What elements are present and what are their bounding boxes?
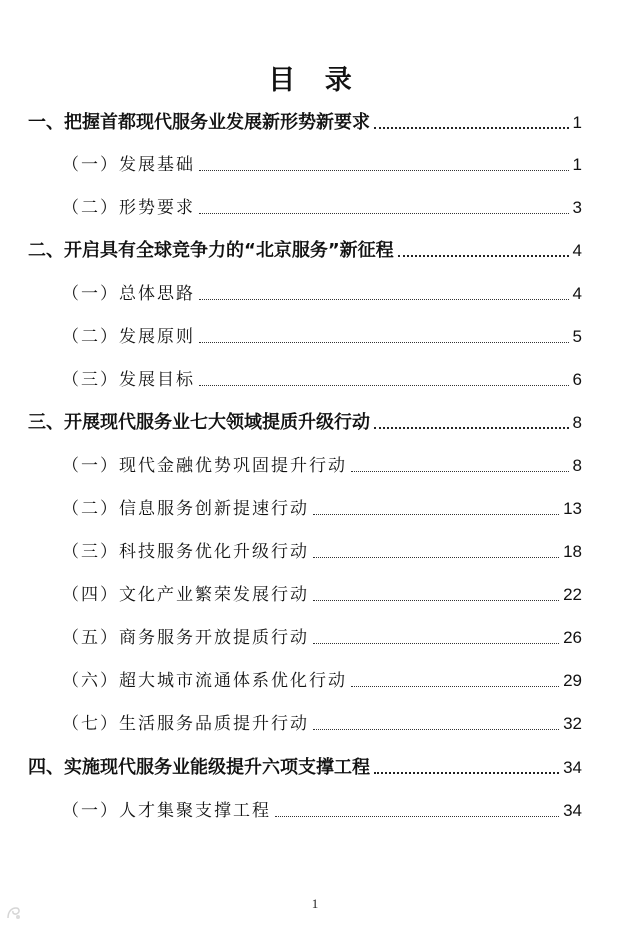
toc-chapter-entry[interactable] bbox=[28, 238, 582, 264]
toc-dot-leader bbox=[313, 513, 559, 515]
toc-dot-leader bbox=[313, 599, 559, 601]
toc-entry-page-number: 26 bbox=[563, 628, 582, 647]
toc-dot-leader bbox=[313, 642, 559, 644]
toc-entry-label: （三）发展目标 bbox=[62, 370, 195, 390]
toc-entry-label: （四）文化产业繁荣发展行动 bbox=[62, 585, 309, 605]
toc-dot-leader bbox=[313, 728, 559, 730]
toc-entry-page-number: 22 bbox=[563, 585, 582, 604]
toc-entry-label: （五）商务服务开放提质行动 bbox=[62, 628, 309, 648]
toc-entry-page-number: 13 bbox=[563, 499, 582, 518]
toc-entry-page-number: 3 bbox=[572, 198, 582, 217]
toc-section-entry[interactable] bbox=[62, 324, 582, 350]
footer-page-number: 1 bbox=[311, 896, 319, 911]
toc-chapter-entry[interactable] bbox=[28, 110, 582, 136]
toc-entry-page-number: 18 bbox=[563, 542, 582, 561]
toc-entry-label: （一）总体思路 bbox=[62, 284, 195, 304]
toc-entry-label: （一）现代金融优势巩固提升行动 bbox=[62, 456, 347, 476]
toc-dot-leader bbox=[199, 384, 569, 386]
toc-dot-leader bbox=[374, 426, 569, 429]
toc-entry-page-number: 34 bbox=[563, 801, 582, 820]
toc-section-entry[interactable] bbox=[62, 281, 582, 307]
toc-dot-leader bbox=[351, 470, 569, 472]
toc-dot-leader bbox=[199, 298, 569, 300]
toc-dot-leader bbox=[199, 341, 569, 343]
toc-entry-label: （一）人才集聚支撑工程 bbox=[62, 801, 271, 821]
toc-entry-page-number: 32 bbox=[563, 714, 582, 733]
toc-section-entry[interactable] bbox=[62, 367, 582, 393]
toc-entry-page-number: 8 bbox=[572, 456, 582, 475]
toc-entry-label: 二、开启具有全球竞争力的“北京服务”新征程 bbox=[28, 240, 394, 261]
toc-entry-page-number: 1 bbox=[572, 155, 582, 174]
toc-entry-page-number: 1 bbox=[572, 113, 582, 132]
toc-section-entry[interactable] bbox=[62, 711, 582, 737]
toc-dot-leader bbox=[374, 126, 569, 129]
toc-entry-label: （七）生活服务品质提升行动 bbox=[62, 714, 309, 734]
toc-dot-leader bbox=[199, 212, 569, 214]
toc-dot-leader bbox=[313, 556, 559, 558]
toc-entry-label: 一、把握首都现代服务业发展新形势新要求 bbox=[28, 112, 370, 133]
toc-entry-page-number: 4 bbox=[572, 284, 582, 303]
toc-entry-page-number: 4 bbox=[572, 241, 582, 260]
toc-entry-label: （一）发展基础 bbox=[62, 155, 195, 175]
toc-entry-page-number: 6 bbox=[572, 370, 582, 389]
toc-entry-label: （三）科技服务优化升级行动 bbox=[62, 542, 309, 562]
toc-dot-leader bbox=[351, 685, 559, 687]
toc-chapter-entry[interactable] bbox=[28, 410, 582, 436]
toc-section-entry[interactable] bbox=[62, 798, 582, 824]
toc-entry-page-number: 8 bbox=[572, 413, 582, 432]
toc-dot-leader bbox=[374, 771, 559, 774]
toc-dot-leader bbox=[275, 815, 559, 817]
toc-section-entry[interactable] bbox=[62, 625, 582, 651]
toc-entry-page-number: 5 bbox=[572, 327, 582, 346]
toc-section-entry[interactable] bbox=[62, 496, 582, 522]
logo-icon bbox=[6, 906, 22, 920]
toc-entry-label: 三、开展现代服务业七大领域提质升级行动 bbox=[28, 412, 370, 433]
watermark bbox=[6, 906, 25, 920]
toc-section-entry[interactable] bbox=[62, 152, 582, 178]
toc-dot-leader bbox=[398, 254, 569, 257]
toc-section-entry[interactable] bbox=[62, 539, 582, 565]
toc-entry-label: （二）信息服务创新提速行动 bbox=[62, 499, 309, 519]
toc-dot-leader bbox=[199, 169, 569, 171]
toc-section-entry[interactable] bbox=[62, 582, 582, 608]
toc-entry-page-number: 34 bbox=[563, 758, 582, 777]
toc-entry-page-number: 29 bbox=[563, 671, 582, 690]
toc-section-entry[interactable] bbox=[62, 453, 582, 479]
toc-entry-label: （二）发展原则 bbox=[62, 327, 195, 347]
toc-entry-label: （二）形势要求 bbox=[62, 198, 195, 218]
page-title: 目 录 bbox=[268, 65, 362, 96]
toc-entry-label: 四、实施现代服务业能级提升六项支撑工程 bbox=[28, 757, 370, 778]
toc-entry-label: （六）超大城市流通体系优化行动 bbox=[62, 671, 347, 691]
toc-chapter-entry[interactable] bbox=[28, 755, 582, 781]
toc-section-entry[interactable] bbox=[62, 195, 582, 221]
toc-section-entry[interactable] bbox=[62, 668, 582, 694]
